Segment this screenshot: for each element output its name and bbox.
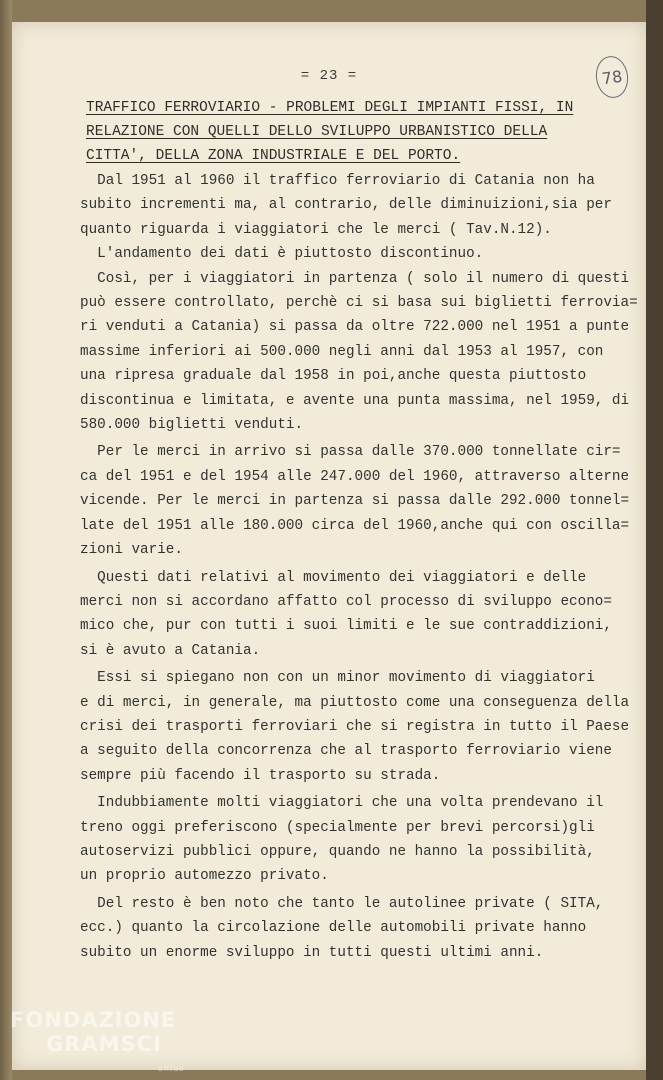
title-line: CITTA', DELLA ZONA INDUSTRIALE E DEL PORTO. [86,148,461,164]
text-line: Indubbiamente molti viaggiatori che una volta prendevano il [80,795,604,812]
text-line: quanto riguarda i viaggiatori che le merci ( Tav.N.12). [80,221,552,238]
paragraph [80,440,640,562]
page-binding [0,0,12,1080]
text-line: mico che, pur con tutti i suoi limiti e le sue contraddizioni, [80,618,612,635]
text-line: treno oggi preferiscono (specialmente per brevi percorsi)gli [80,819,595,836]
watermark-line: onlus [158,1064,185,1073]
paragraph [80,242,640,266]
text-line: ca del 1951 e del 1954 alle 247.000 del 1960, attraverso alterne [80,468,630,485]
paragraph [80,892,640,965]
text-line: e di merci, in generale, ma piuttosto come una conseguenza della [80,694,630,711]
text-line: Dal 1951 al 1960 il traffico ferroviario di Catania non ha [80,173,595,189]
watermark-line: FONDAZIONE [10,1008,177,1032]
page-number: = 23 = [300,68,358,84]
page-edge-shadow [646,0,663,1080]
title-line: TRAFFICO FERROVIARIO - PROBLEMI DEGLI IMPIANTI FISSI, IN [86,100,574,116]
text-line: merci non si accordano affatto col processo di sviluppo econo= [80,593,612,610]
text-line: 580.000 biglietti venduti. [80,417,304,434]
text-line: discontinua e limitata, e avente una punta massima, nel 1959, di [80,392,630,409]
archive-stamp: 78 [593,54,631,100]
paragraph [80,566,640,664]
text-line: Essi si spiegano non con un minor movimento di viaggiatori [80,670,595,687]
text-line: subito un enorme sviluppo in tutti questi ultimi anni. [80,944,544,961]
paragraph [80,169,640,242]
text-line: autoservizi pubblici oppure, quando ne hanno la possibilità, [80,843,595,860]
text-line: sempre più facendo il trasporto su strada. [80,767,441,784]
text-line: a seguito della concorrenza che al trasporto ferroviario viene [80,743,612,760]
text-line: zioni varie. [80,542,183,559]
watermark-logo [10,1008,185,1073]
text-line: L'andamento dei dati è piuttosto discontinuo. [80,246,484,263]
document-body [80,169,640,965]
document-page [12,22,646,1070]
text-line: ri venduti a Catania) si passa da oltre 722.000 nel 1951 a punte [80,319,630,336]
text-line: crisi dei trasporti ferroviari che si registra in tutto il Paese [80,718,630,735]
text-line: Per le merci in arrivo si passa dalle 370.000 tonnellate cir= [80,444,621,461]
text-line: Così, per i viaggiatori in partenza ( solo il numero di questi [80,270,630,287]
text-line: ecc.) quanto la circolazione delle automobili private hanno [80,920,587,937]
paragraph [80,666,640,788]
text-line: late del 1951 alle 180.000 circa del 1960,anche qui con oscilla= [80,517,630,534]
document-title [86,96,606,168]
paragraph [80,791,640,889]
text-line: un proprio automezzo privato. [80,868,329,885]
text-line: Questi dati relativi al movimento dei viaggiatori e delle [80,569,587,586]
text-line: può essere controllato, perchè ci si basa sui biglietti ferrovia= [80,295,638,312]
text-line: massime inferiori ai 500.000 negli anni dal 1953 al 1957, con [80,343,604,360]
text-line: subito incrementi ma, al contrario, delle diminuizioni,sia per [80,197,612,214]
text-line: Del resto è ben noto che tanto le autolinee private ( SITA, [80,895,604,912]
watermark-line: GRAMSCI [46,1032,162,1056]
text-line: una ripresa graduale dal 1958 in poi,anche questa piuttosto [80,368,587,385]
paragraph [80,267,640,438]
title-line: RELAZIONE CON QUELLI DELLO SVILUPPO URBANISTICO DELLA [86,124,548,140]
text-line: vicende. Per le merci in partenza si passa dalle 292.000 tonnel= [80,493,630,510]
text-line: si è avuto a Catania. [80,642,261,659]
